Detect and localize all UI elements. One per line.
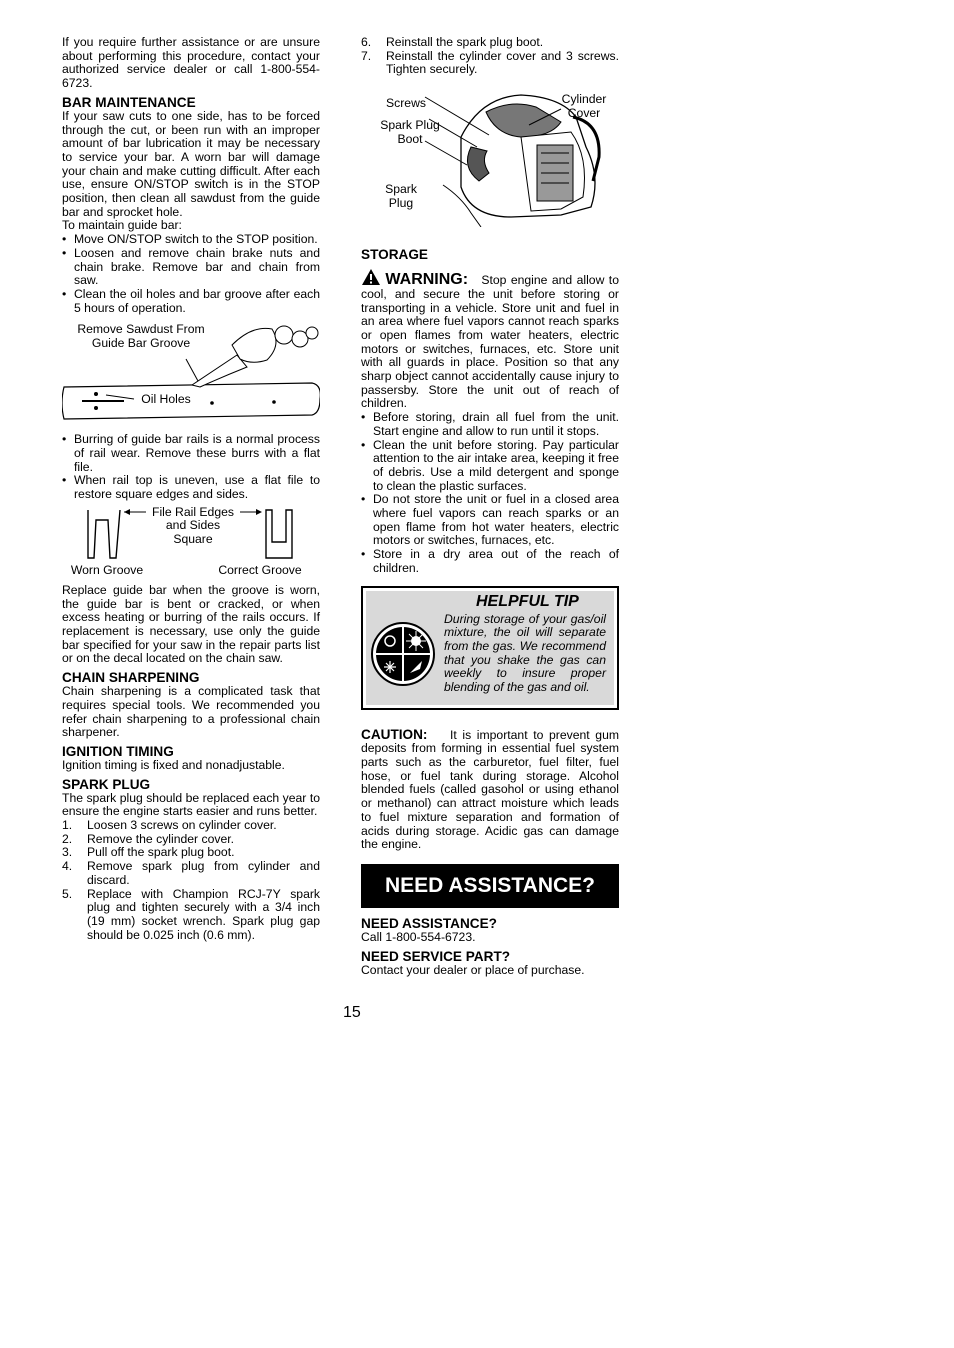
list-item: • When rail top is uneven, use a flat file to restore square edges and sides. bbox=[62, 474, 320, 501]
helpful-tip-title: HELPFUL TIP bbox=[476, 592, 579, 610]
caution-text: It is important to prevent gum deposits from forming in essential fuel system parts such as the carburetor, fuel filter, fuel hose, or fuel tank during storage. Alcohol blended fuels (called gasohol or using ethanol or methanol) can attract moisture which leads to fuel mixture separation and formation of acids during storage. Acidic gas can damage the engine. bbox=[361, 727, 619, 852]
cylinder-cover-label: Cylinder Cover bbox=[561, 92, 607, 120]
oil-holes-label: Oil Holes bbox=[136, 393, 196, 407]
chain-sharpening-heading: CHAIN SHARPENING bbox=[62, 670, 200, 686]
helpful-tip-panel bbox=[366, 591, 614, 705]
list-item: • Move ON/STOP switch to the STOP position. bbox=[62, 233, 320, 247]
burring-list bbox=[62, 433, 320, 502]
spark-plug-boot-label: Spark Plug Boot bbox=[380, 118, 440, 146]
list-item: • Clean the unit before storing. Pay particular attention to the air intake area, keeping it free of debris. Use a mild detergent and sponge to clean the plastic surfaces. bbox=[361, 439, 619, 494]
need-service-heading: NEED SERVICE PART? bbox=[361, 948, 511, 964]
groove-figure bbox=[62, 502, 320, 584]
caution-paragraph bbox=[361, 728, 619, 852]
list-item: 4. Remove spark plug from cylinder and discard. bbox=[62, 859, 320, 887]
chain-sharpening-paragraph: Chain sharpening is a complicated task that requires special tools. We recommended you refer chain sharpening to a professional chain sharpener. bbox=[62, 684, 320, 740]
list-item: 3. Pull off the spark plug boot. bbox=[62, 845, 235, 860]
spark-plug-paragraph: The spark plug should be replaced each year to ensure the engine starts easier and runs better. bbox=[62, 790, 320, 819]
right-column bbox=[361, 36, 619, 977]
bar-maintenance-paragraph: If your saw cuts to one side, has to be forced through the cut, or been run with an improper amount of bar lubrication it may be necessary to service your bar. A worn bar will damage your chain and make cutting difficult. After each use, ensure ON/STOP switch is in the STOP position, then clean all sawdust from the guide bar and sprocket hole. bbox=[62, 108, 320, 219]
worn-groove-label: Worn Groove bbox=[70, 562, 144, 577]
correct-groove-label: Correct Groove bbox=[218, 562, 302, 577]
page-number: 15 bbox=[343, 1004, 361, 1021]
list-item: • Do not store the unit or fuel in a closed area where fuel vapors can reach sparks or an open flame from hot water heaters, electric motors or switches, furnaces, etc. bbox=[361, 493, 619, 548]
file-rail-label: File Rail Edges and Sides Square bbox=[152, 504, 234, 546]
spark-plug-label: Spark Plug bbox=[385, 182, 417, 210]
list-item: 1. Loosen 3 screws on cylinder cover. bbox=[62, 818, 277, 833]
caution-label: CAUTION: bbox=[361, 726, 428, 742]
screws-label: Screws bbox=[386, 96, 426, 111]
list-item: 7. Reinstall the cylinder cover and 3 screws. Tighten securely. bbox=[361, 48, 619, 77]
need-assistance-banner: NEED ASSISTANCE? bbox=[361, 864, 619, 908]
list-item: • Burring of guide bar rails is a normal process of rail wear. Remove these burrs with a flat file. bbox=[62, 433, 320, 474]
warning-paragraph bbox=[361, 268, 619, 411]
storage-heading: STORAGE bbox=[361, 247, 428, 263]
warning-label: WARNING: bbox=[385, 271, 469, 289]
spark-plug-steps bbox=[62, 819, 320, 942]
list-item: 2. Remove the cylinder cover. bbox=[62, 831, 234, 846]
warning-text: Stop engine and allow to cool, and secure the unit before storing or transporting in a vehicle. Store unit and fuel in an area where fuel vapors cannot reach sparks or open flames from water heaters, electric motors or switches, furnaces, etc. Store unit with all guards in place. Position so that any sharp object cannot accidentally cause injury to passersby. Store the unit out of reach of children. bbox=[361, 273, 619, 411]
spark-plug-figure bbox=[361, 77, 619, 227]
intro-paragraph: If you require further assistance or are unsure about performing this procedure, contact your authorized service dealer or call 1-800-554-6723. bbox=[62, 35, 320, 91]
left-column bbox=[62, 36, 320, 942]
list-item: • Before storing, drain all fuel from the unit. Start engine and allow to run until it stops. bbox=[361, 411, 619, 438]
seasons-icon bbox=[370, 621, 436, 687]
sawdust-label: Remove Sawdust From Guide Bar Groove bbox=[77, 322, 205, 350]
bar-maintenance-heading: BAR MAINTENANCE bbox=[62, 94, 196, 110]
list-item: • Clean the oil holes and bar groove after each 5 hours of operation. bbox=[62, 288, 320, 315]
bar-maintenance-list bbox=[62, 233, 320, 315]
ignition-timing-paragraph: Ignition timing is fixed and nonadjustable. bbox=[62, 757, 285, 772]
spark-plug-heading: SPARK PLUG bbox=[62, 776, 151, 792]
list-item: • Loosen and remove chain brake nuts and chain brake. Remove bar and chain from saw. bbox=[62, 247, 320, 288]
replace-bar-paragraph: Replace guide bar when the groove is worn, the guide bar is bent or cracked, or when excess heating or burring of the rails occurs. If replacement is necessary, use only the guide bar specified for your saw in the repair parts list or on the decal located on the chain saw. bbox=[62, 582, 320, 666]
list-item: 6. Reinstall the spark plug boot. bbox=[361, 35, 544, 49]
list-item: 5. Replace with Champion RCJ-7Y spark plug and tighten securely with a 3/4 inch (19 mm) socket wrench. Spark plug gap should be 0.025 inch (0.6 mm). bbox=[62, 886, 320, 942]
guide-bar-illustration bbox=[62, 315, 320, 433]
need-service-text: Contact your dealer or place of purchase. bbox=[361, 962, 585, 977]
ignition-timing-heading: IGNITION TIMING bbox=[62, 743, 174, 759]
helpful-tip-box bbox=[361, 586, 619, 710]
storage-list bbox=[361, 411, 619, 575]
helpful-tip-text: During storage of your gas/oil mixture, the oil will separate from the gas. We recommend that you shake the gas can weekly to insure proper blending of the gas and oil. bbox=[444, 611, 606, 695]
list-item: • Store in a dry area out of the reach of children. bbox=[361, 548, 619, 575]
need-assistance-text: Call 1-800-554-6723. bbox=[361, 929, 476, 944]
warning-triangle-icon bbox=[361, 268, 381, 286]
guide-bar-figure bbox=[62, 315, 320, 433]
need-assistance-heading: NEED ASSISTANCE? bbox=[361, 915, 497, 931]
bar-maintenance-lead: To maintain guide bar: bbox=[62, 218, 182, 233]
reinstall-steps bbox=[361, 36, 619, 77]
